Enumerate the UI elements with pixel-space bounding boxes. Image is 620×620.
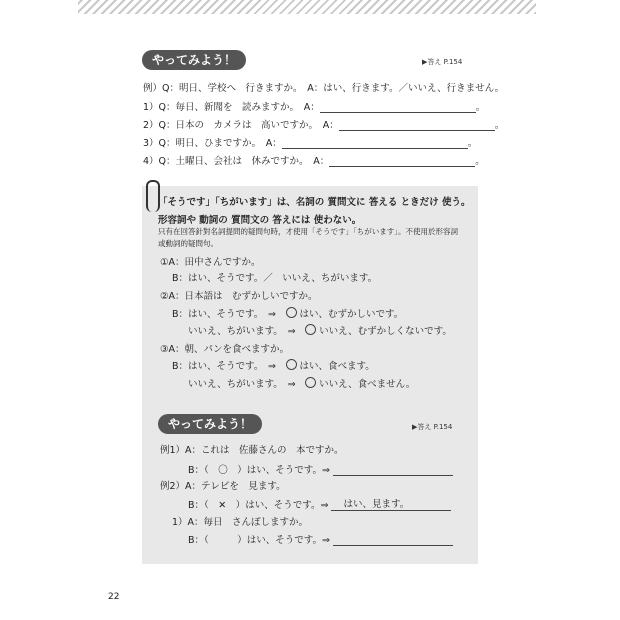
note-example-3c: いいえ、ちがいます。 ⇒ いいえ、食べません。 — [188, 379, 416, 390]
exercise-row: 3）Q：明日、ひまですか。 A： 。 — [143, 138, 478, 149]
note-chinese-2: 或動詞的疑問句。 — [158, 239, 218, 248]
exercise2-example2a: 例2）A：テレビを 見ます。 — [160, 481, 286, 492]
header-hatch-band — [78, 0, 536, 14]
exercise-row: 2）Q：日本の カメラは 高いですか。 A： 。 — [143, 120, 505, 131]
answer-blank[interactable] — [333, 464, 453, 476]
answer-reference: ▶答え P.154 — [412, 423, 453, 431]
answer-reference: ▶答え P.154 — [422, 58, 463, 66]
correct-circle-icon — [286, 307, 297, 318]
note-chinese-1: 只有在回答針對名詞提問的疑問句時，才使用「そうです」「ちがいます」。不使用於形容詞 — [158, 227, 458, 236]
note-example-2c: いいえ、ちがいます。 ⇒ いいえ、むずかしくないです。 — [188, 326, 452, 337]
triangle-icon: ▶ — [412, 423, 418, 431]
note-example-3b: B：はい、そうです。 ⇒ はい、食べます。 — [172, 361, 375, 372]
answer-blank[interactable] — [320, 101, 476, 113]
correct-circle-icon — [305, 324, 316, 335]
answer-blank[interactable]: はい、見ます。 — [331, 496, 451, 511]
correct-circle-icon — [286, 359, 297, 370]
exercise2-example2b: B：（ ✕ ）はい、そうです。⇒ はい、見ます。 — [188, 496, 451, 511]
note-example-3a: ③A：朝、パンを食べますか。 — [160, 344, 290, 355]
answer-blank[interactable] — [339, 119, 495, 131]
page-number: 22 — [108, 592, 120, 602]
exercise2-example1b: B：（ 〇 ）はい、そうです。⇒ — [188, 462, 453, 476]
answer-blank[interactable] — [282, 137, 468, 149]
example-row: 例）Q：明日、学校へ 行きますか。 A：はい、行きます。／いいえ、行きません。 — [143, 83, 505, 94]
note-example-2a: ②A：日本語は むずかしいですか。 — [160, 291, 318, 302]
answer-blank[interactable] — [329, 155, 475, 167]
note-example-1a: ①A：田中さんですか。 — [160, 257, 261, 268]
exercise2-item1a: 1）A：毎日 さんぽしますか。 — [172, 517, 309, 528]
answer-blank[interactable] — [333, 534, 453, 546]
triangle-icon: ▶ — [422, 58, 428, 66]
exercise-row: 1）Q：毎日、新聞を 読みますか。 A： 。 — [143, 102, 486, 113]
note-example-2b: B：はい、そうです。 ⇒ はい、むずかしいです。 — [172, 309, 404, 320]
exercise2-item1b: B：（ ）はい、そうです。⇒ — [188, 532, 453, 546]
section-header: やってみよう！ — [158, 414, 262, 434]
exercise2-example1a: 例1）A：これは 佐藤さんの 本ですか。 — [160, 445, 344, 456]
note-line-1: 「そうです」「ちがいます」は、名詞の 質問文に 答える ときだけ 使う。 — [158, 197, 471, 208]
correct-circle-icon — [305, 377, 316, 388]
section-header: やってみよう！ — [142, 50, 246, 70]
note-example-1b: B：はい、そうです。／ いいえ、ちがいます。 — [172, 273, 378, 284]
note-line-2: 形容詞や 動詞の 質問文の 答えには 使わない。 — [158, 215, 362, 226]
exercise-row: 4）Q：土曜日、会社は 休みですか。 A： 。 — [143, 156, 485, 167]
